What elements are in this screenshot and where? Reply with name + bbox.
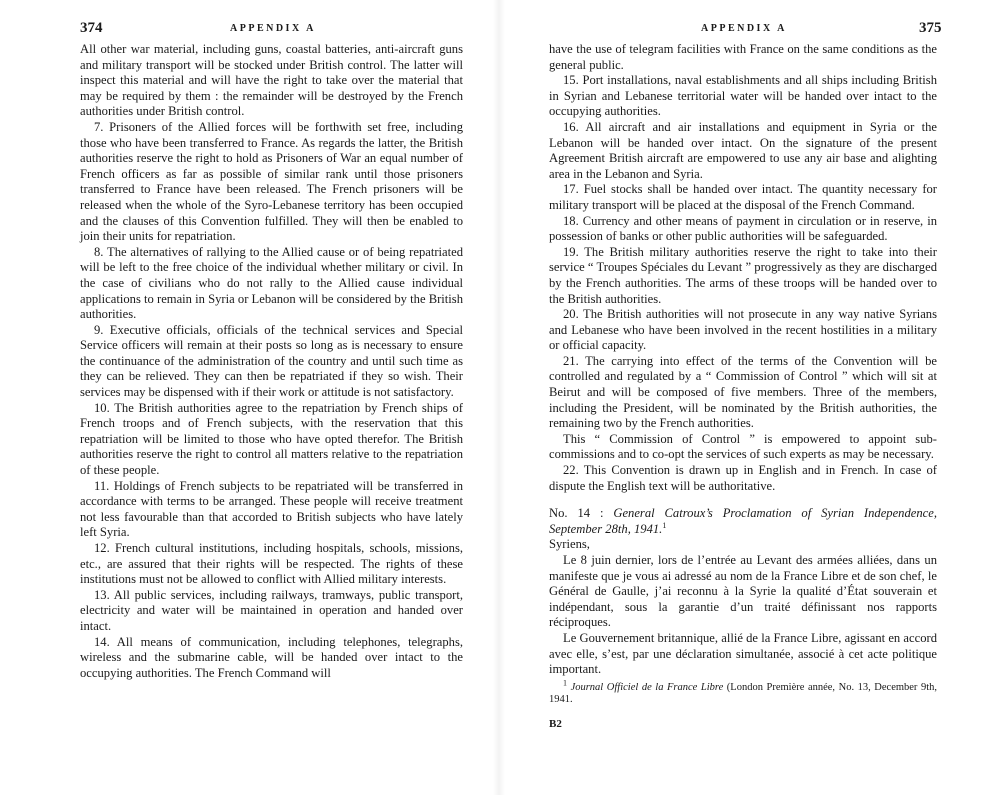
page-number: 374 (80, 20, 103, 36)
paragraph: 7. Prisoners of the Allied forces will be forthwith set free, including those who have been transferred to France. As regards the latter, the British authorities reserve the right to hold as Prisoners of War an equal number of French officers as far as possible of similar rank until those prisoners transferred to France have been released. The French prisoners will be released when the whole of the Syro-Lebanese territory has been occupied and the clauses of this Convention fulfilled. They will then be enabled to join their units for repatriation. (80, 119, 463, 244)
footnote (549, 678, 938, 707)
footnote-text: (London Première année, No. 13, December 9th, 1941. (549, 681, 938, 706)
footnote-ref: 1 (662, 520, 667, 530)
paragraph: 12. French cultural institutions, including hospitals, schools, missions, etc., are assured that their rights will be respected. The rights of these institutions must not be allowed to conflict with Allied military interests. (80, 541, 463, 587)
french-paragraph: Le 8 juin dernier, lors de l’entrée au Levant des armées alliées, dans un manifeste que je vous ai adressé au nom de la France Libre et de son chef, le Général de Gaulle, j’ai reconnu à la Syrie la qualité d’État souverain et indépendant, sous la garantie d’un traité définissant nos rapports réciproques. (549, 553, 937, 630)
paragraph: 17. Fuel stocks shall be handed over intact. The quantity necessary for military transport will be placed at the disposal of the French Command. (549, 182, 937, 212)
paragraph: 20. The British authorities will not prosecute in any way native Syrians and Lebanese who have been involved in the recent hostilities in a military or official capacity. (549, 307, 937, 353)
french-paragraph: Le Gouvernement britannique, allié de la France Libre, agissant en accord avec elle, s’est, par une déclaration simultanée, associé à cet acte politique important. (549, 630, 937, 677)
paragraph: have the use of telegram facilities with France on the same conditions as the general public. (549, 42, 937, 72)
paragraph: 15. Port installations, naval establishments and all ships including British in Syrian and Lebanese territorial water will be handed over intact to the occupying authorities. (549, 73, 937, 119)
paragraph: 11. Holdings of French subjects to be repatriated will be transferred in accordance with terms to be arranged. These people will receive treatment not less favourable than that accorded to British subjects who have lately left Syria. (80, 478, 463, 540)
document-title: General Catroux’s Proclamation of Syrian Independence, September 28th, 1941. (549, 506, 937, 536)
right-body-text (549, 42, 937, 732)
right-page (499, 0, 998, 795)
page-number: 375 (919, 20, 942, 36)
running-head: APPENDIX A (701, 23, 787, 34)
paragraph: 10. The British authorities agree to the repatriation by French ships of French troops and of French subjects, with the reservation that this repatriation will be limited to those who have opted therefor. The British authorities reserve the right to control all matters relative to the repatriation of these people. (80, 400, 463, 478)
paragraph: 19. The British military authorities reserve the right to take into their service “ Troupes Spéciales du Levant ” progressively as they are discharged by the French authorities. The arms of these troops will be handed over to the British authorities. (549, 244, 937, 306)
paragraph: 21. The carrying into effect of the terms of the Convention will be controlled and regulated by a “ Commission of Control ” which will sit at Beirut and will be composed of five members. Three of the members, including the President, will be nominated by the British authorities, the remaining two by the French authorities. (549, 353, 937, 431)
paragraph: 14. All means of communication, including telephones, telegraphs, wireless and the submarine cable, will be handed over intact to the occupying authorities. The French Command will (80, 634, 463, 680)
running-head: APPENDIX A (230, 23, 316, 34)
paragraph: 8. The alternatives of rallying to the Allied cause or of being repatriated will be left to the free choice of the individual whether military or civil. In the case of civilians who do not rally to the Allied cause individual applications to remain in Syria or Lebanon will be considered by the British authorities. (80, 244, 463, 322)
left-body-text (80, 42, 463, 681)
paragraph: 13. All public services, including railways, tramways, public transport, electricity and water will be maintained in operation and handed over intact. (80, 587, 463, 633)
signature-mark: B2 (549, 717, 562, 730)
paragraph: 22. This Convention is drawn up in English and in French. In case of dispute the English text will be authoritative. (549, 463, 937, 493)
footnote-mark: 1 (563, 678, 567, 688)
salutation: Syriens, (549, 537, 590, 552)
paragraph: 9. Executive officials, officials of the technical services and Special Service officers will remain at their posts so long as is necessary to ensure the continuance of the administration of the country and until such time as they can be relieved. They can then be repatriated if they so wish. Their services may be dispensed with if their work or attitude is not satisfactory. (80, 322, 463, 400)
paragraph: All other war material, including guns, coastal batteries, anti-aircraft guns and military transport will be stocked under British control. The latter will inspect this material and will have the right to take over the material that may be required by them : the remainder will be destroyed by the French authorities under British control. (80, 42, 463, 119)
paragraph: 18. Currency and other means of payment in circulation or in reserve, in possession of banks or other public authorities will be safeguarded. (549, 213, 937, 244)
paragraph: This “ Commission of Control ” is empowered to appoint sub-commissions and to co-opt the services of such experts as may be necessary. (549, 431, 937, 462)
document-number: No. 14 : (549, 506, 604, 521)
paragraph: 16. All aircraft and air installations and equipment in Syria or the Lebanon will be handed over intact. On the signature of the present Agreement British aircraft are empowered to use any air base and alighting area in the Lebanon and Syria. (549, 119, 937, 181)
footnote-source: Journal Officiel de la France Libre (570, 681, 724, 693)
document-heading (549, 506, 937, 537)
